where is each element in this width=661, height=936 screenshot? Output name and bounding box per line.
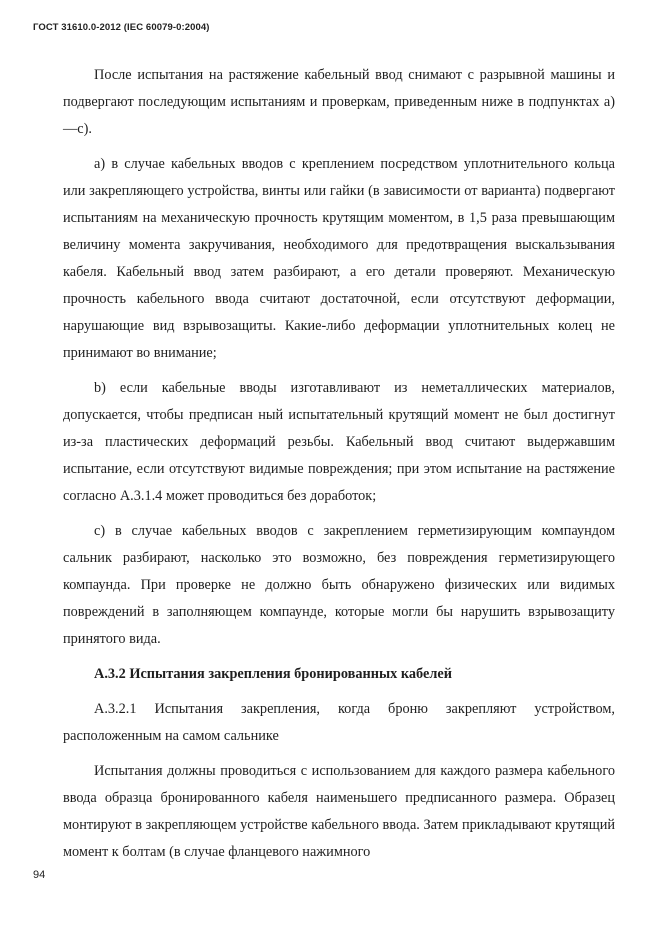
document-header: ГОСТ 31610.0-2012 (IEC 60079-0:2004) bbox=[33, 22, 210, 33]
paragraph-final: Испытания должны проводиться с использованием для каждого размера кабельного ввода образца бронированного кабеля наименьшего предписанного размера. Образец монтируют в закрепляющем устройстве кабельного ввода. Затем прикладывают крутящий момент к болтам (в случае фланцевого нажимного bbox=[63, 763, 615, 860]
paragraph-intro: После испытания на растяжение кабельный ввод снимают с разрывной машины и подвергают последующим испытаниям и проверкам, приведенным ниже в подпунктах a)—c). bbox=[63, 67, 615, 137]
document-body bbox=[63, 62, 615, 874]
section-heading: А.3.2 Испытания закрепления бронированных кабелей bbox=[94, 666, 452, 682]
paragraph-item-c: c) в случае кабельных вводов с закреплением герметизирующим компаундом сальник разбирают, насколько это возможно, без повреждения герметизирующего компаунда. При проверке не должно быть обнаружено физических или видимых повреждений в заполняющем компаунде, которые могли бы нарушить взрывозащиту принятого вида. bbox=[63, 523, 615, 647]
subsection-paragraph: А.3.2.1 Испытания закрепления, когда броню закрепляют устройством, расположенным на самом сальнике bbox=[63, 701, 615, 744]
page-number: 94 bbox=[33, 869, 46, 881]
paragraph-item-a: a) в случае кабельных вводов с креплением посредством уплотнительного кольца или закрепляющего устройства, винты или гайки (в зависимости от варианта) подвергают испытаниям на механическую прочность крутящим моментом, в 1,5 раза превышающим величину момента закручивания, необходимого для предотвращения выскальзывания кабеля. Кабельный ввод затем разбирают, а его детали проверяют. Механическую прочность кабельного ввода считают достаточной, если отсутствуют деформации, нарушающие вид взрывозащиты. Какие-либо деформации уплотнительных колец не принимают во внимание; bbox=[63, 156, 615, 361]
paragraph-item-b: b) если кабельные вводы изготавливают из неметаллических материалов, допускается, чтобы предписан ный испытательный крутящий момент не был достигнут из-за пластических деформаций резьбы. Кабельный ввод считают выдержавшим испытание, если отсутствуют видимые повреждения; при этом испытание на растяжение согласно А.3.1.4 может проводиться без доработок; bbox=[63, 380, 615, 504]
